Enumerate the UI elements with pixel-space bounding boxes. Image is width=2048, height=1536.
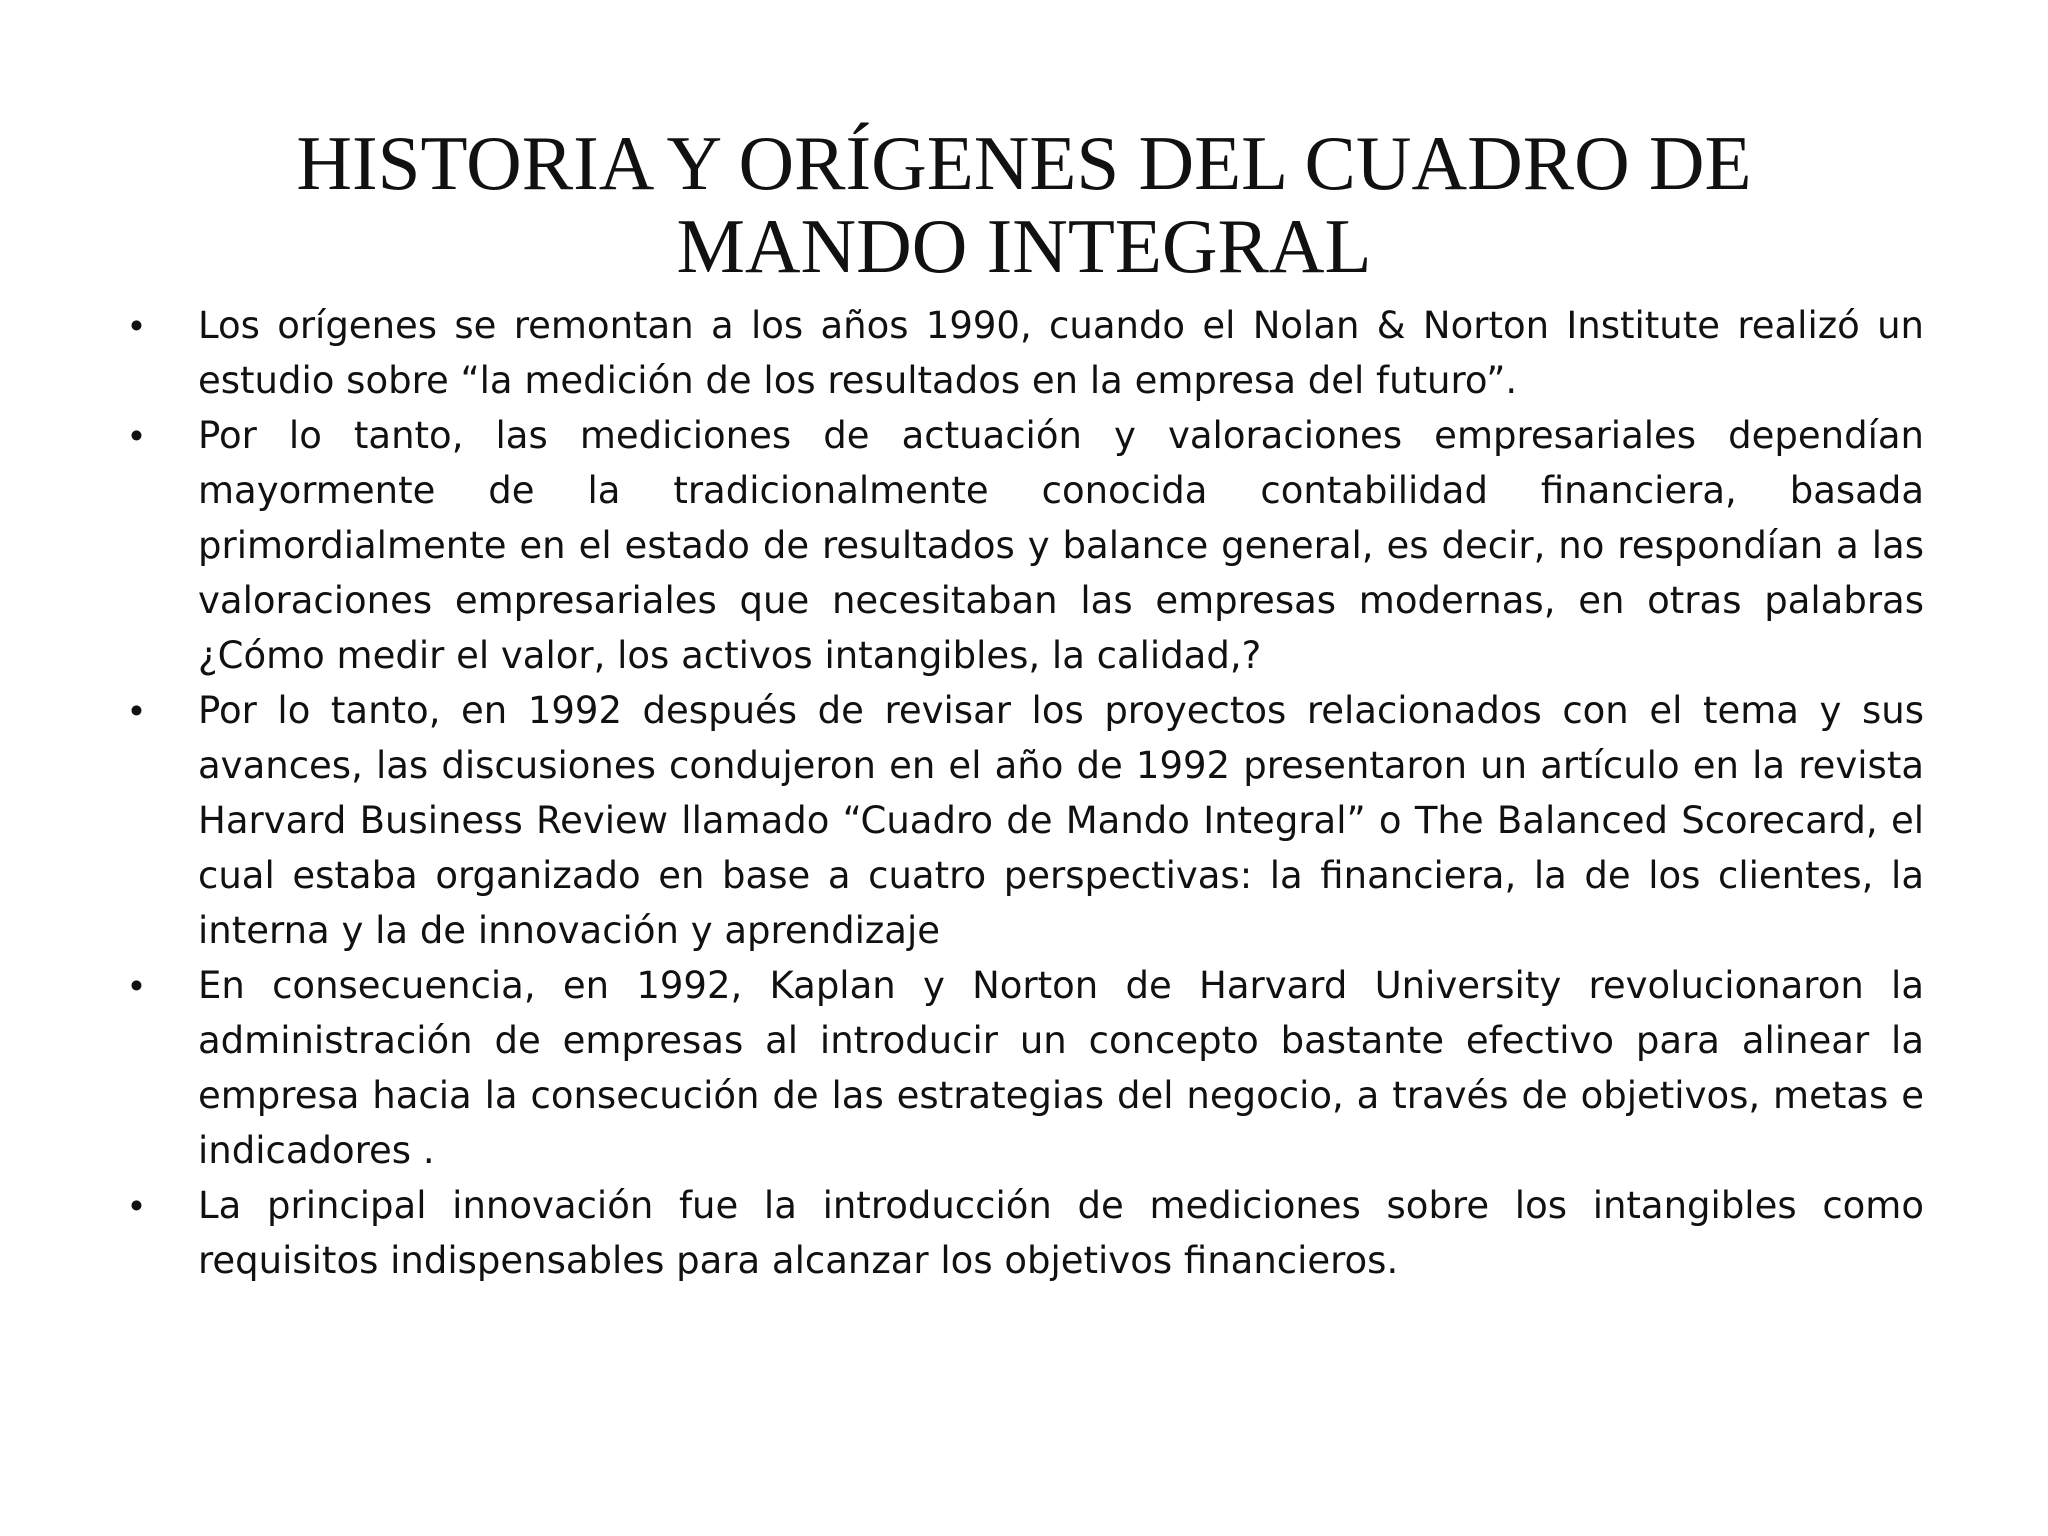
bullet-icon: • [130, 965, 143, 1006]
bullet-text-5: La principal innovación fue la introducción de mediciones sobre los intangibles como requisitos indispensables para alcanzar los objetivos financieros. [198, 1184, 1924, 1282]
bullet-item-1 [128, 298, 1924, 408]
bullet-item-2 [128, 408, 1924, 683]
bullet-icon: • [130, 690, 143, 731]
bullet-item-4 [128, 958, 1924, 1178]
bullet-list [128, 298, 1924, 1288]
bullet-text-3: Por lo tanto, en 1992 después de revisar los proyectos relacionados con el tema y sus avances, las discusiones condujeron en el año de 1992 presentaron un artículo en la revista Harvard Business Review llamado “Cuadro de Mando Integral” o The Balanced Scorecard, el cual estaba organizado en base a cuatro perspectivas: la financiera, la de los clientes, la interna y la de innovación y aprendizaje [198, 689, 1924, 952]
bullet-icon: • [130, 1185, 143, 1226]
bullet-icon: • [130, 305, 143, 346]
bullet-text-1: Los orígenes se remontan a los años 1990, cuando el Nolan & Norton Institute realizó un estudio sobre “la medición de los resultados en la empresa del futuro”. [198, 304, 1924, 402]
slide-title-line-1: HISTORIA Y ORÍGENES DEL CUADRO DE [296, 120, 1752, 206]
bullet-icon: • [130, 415, 143, 456]
slide-title-line-2: MANDO INTEGRAL [676, 203, 1372, 289]
bullet-item-5 [128, 1178, 1924, 1288]
bullet-text-2: Por lo tanto, las mediciones de actuación y valoraciones empresariales dependían mayormente de la tradicionalmente conocida contabilidad financiera, basada primordialmente en el estado de resultados y balance general, es decir, no respondían a las valoraciones empresariales que necesitaban las empresas modernas, en otras palabras ¿Cómo medir el valor, los activos intangibles, la calidad,? [198, 414, 1924, 677]
bullet-item-3 [128, 683, 1924, 958]
slide-title [180, 122, 1868, 288]
bullet-text-4: En consecuencia, en 1992, Kaplan y Norton de Harvard University revolucionaron la administración de empresas al introducir un concepto bastante efectivo para alinear la empresa hacia la consecución de las estrategias del negocio, a través de objetivos, metas e indicadores . [198, 964, 1924, 1172]
